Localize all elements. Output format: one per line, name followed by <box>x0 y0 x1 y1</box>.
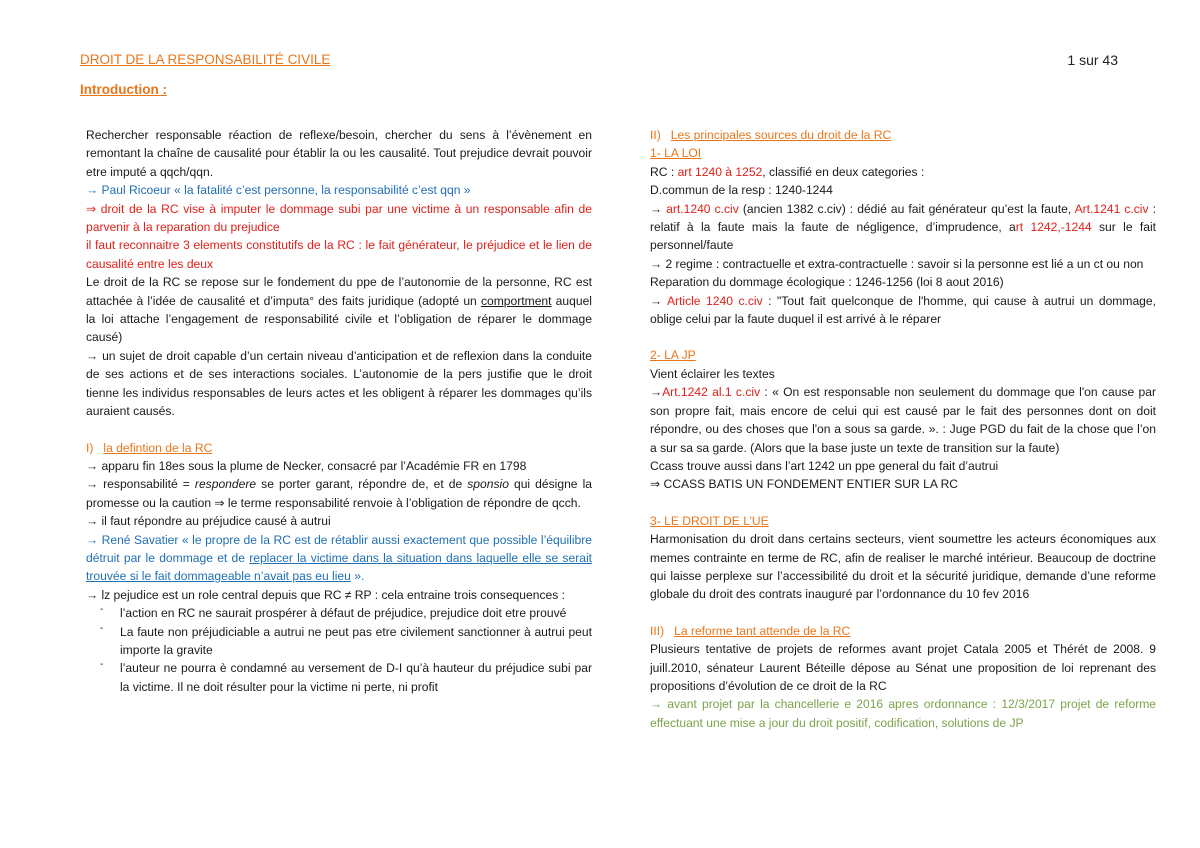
subsection-loi: 1- LA LOI <box>650 146 702 161</box>
reform-project-line: → avant projet par la chancellerie e 2016 apres ordonnance : 12/3/2017 projet de reforme effectuant une mise a jour du droit positif, codification, solutions de JP <box>650 697 1156 730</box>
subsection-jp: 2- LA JP <box>650 348 696 363</box>
subject-paragraph: → un sujet de droit capable d’un certain niveau d’anticipation et de reflexion dans la conduite de ses actions et de ses interactions sociales. L’autonomie de la pers justifie que le droit tienne les individus responsables de leurs actes et les obligent à réparer les dommages qu’ils auraient causés. <box>86 348 592 419</box>
page-number: 1 sur 43 <box>1067 52 1118 68</box>
necker-line: → apparu fin 18es sous la plume de Necker, consacré par l’Académie FR en 1798 <box>86 458 527 473</box>
list-item: - l’auteur ne pourra è condamné au versement de D-I qu’à hauteur du préjudice subi par la victime. Il ne doit résulter pour la victime ni perte, ni profit <box>112 659 592 696</box>
consequences-list <box>86 604 592 696</box>
list-item: - La faute non préjudiciable a autrui ne peut pas etre civilement sanctionner à autrui peut importe la gravite <box>112 623 592 660</box>
prejudice-line: → lz pejudice est un role central depuis que RC ≠ RP : cela entraine trois consequences : <box>86 587 566 602</box>
jp-line-3: Ccass trouve aussi dans l’art 1242 un ppe general du fait d’autrui <box>650 458 999 473</box>
loi-line-4: → 2 regime : contractuelle et extra-contractuelle : savoir si la personne est lié a un ct ou non <box>650 256 1144 271</box>
repair-line: → il faut répondre au préjudice causé à autrui <box>86 514 331 529</box>
ue-paragraph: Harmonisation du droit dans certains secteurs, vient soumettre les acteurs économiques aux memes contrainte en terme de RC, afin de realiser le marché intérieur. Beaucoup de doctrine qui laisse perplexe sur l’accessibilité du droit et la sécurité juridique, demande d’une reforme globale du droit des contrats inauguré par l’ordonnance du 10 fev 2016 <box>650 532 1156 602</box>
section-1-heading: I) la defintion de la RC <box>86 440 213 455</box>
section-3-heading: III) La reforme tant attende de la RC <box>650 623 851 638</box>
intro-paragraph: Rechercher responsable réaction de reflexe/besoin, chercher du sens à l’évènement en remontant la chaîne de causalité pour établir la ou les causalité. Tout prejudice devrait pouvoir etre imputé a qqch/qqn. <box>86 128 592 179</box>
etymology-line: → responsabilité = respondere se porter garant, répondre de, et de sponsio qui désigne la promesse ou la caution ⇒ le terme responsabilité renvoie à l’obligation de répondre de qcch. <box>86 477 592 510</box>
section-2-heading: II) Les principales sources du droit de la RC <box>650 128 892 142</box>
left-column <box>86 126 592 696</box>
loi-line-2: D.commun de la resp : 1240-1244 <box>650 183 833 198</box>
reform-paragraph: Plusieurs tentative de projets de reformes avant projet Catala 2005 et Thérét de 2008. 9 juill.2010, sénateur Laurent Béteille dépose au Sénat une proposition de loi reprenant des propositions d’évolution de ce droit de la RC <box>650 642 1156 693</box>
autonomy-paragraph: Le droit de la RC se repose sur le fondement du ppe de l’autonomie de la personne, RC est attachée à l’idée de causalité et d’imputa° des faits juridique (adopté un comportment auquel la loi attache l’engagement de responsabilité civile et l’obligation de réparer le dommage causé) <box>86 275 592 345</box>
loi-line-5: Reparation du dommage écologique : 1246-1256 (loi 8 aout 2016) <box>650 275 1004 290</box>
savatier-quote: → René Savatier « le propre de la RC est de rétablir aussi exactement que possible l’équilibre détruit par le dommage et de replacer la victime dans la situation dans laquelle elle se serait trouvée si le fait dommageable n’avait pas eu lieu ». <box>86 532 592 584</box>
ricoeur-quote: → Paul Ricoeur « la fatalité c’est personne, la responsabilité c’est qqn » <box>86 183 471 198</box>
loi-line-1: RC : art 1240 à 1252, classifié en deux categories : <box>650 164 925 179</box>
document-title: DROIT DE LA RESPONSABILITÉ CIVILE <box>80 52 331 67</box>
rc-purpose: ⇒ droit de la RC vise à imputer le dommage subi par une victime à un responsable afin de parvenir à la reparation du prejudice <box>86 201 592 235</box>
jp-line-1: Vient éclairer les textes <box>650 366 775 381</box>
jp-line-2: →Art.1242 al.1 c.civ : « On est responsable non seulement du dommage que l'on cause par son propre fait, mais encore de celui qui est causé par le fait des personnes dont on doit répondre, ou des choses que l'on a sous sa garde. ». : Juge PGD du fait de la chose que l’on a sur sa sa garde. (Alors que la base juste un texte de transition sur la faute) <box>650 385 1156 455</box>
introduction-heading: Introduction : <box>80 82 167 97</box>
list-item: - l’action en RC ne saurait prospérer à défaut de préjudice, prejudice doit etre prouvé <box>112 604 592 622</box>
right-column <box>650 126 1156 732</box>
three-elements: il faut reconnaitre 3 elements constitutifs de la RC : le fait générateur, le préjudice et le lien de causalité entre les deux <box>86 238 592 271</box>
jp-line-4: ⇒ CCASS BATIS UN FONDEMENT ENTIER SUR LA RC <box>650 477 959 492</box>
subsection-ue: 3- LE DROIT DE L’UE <box>650 513 769 528</box>
loi-line-3: → art.1240 c.civ (ancien 1382 c.civ) : dédié au fait générateur qu’est la faute, Art.1241 c.civ : relatif à la faute mais la faute de négligence, d’imprudence, art 1242,-1244 sur le fait personnel/faute <box>650 201 1157 253</box>
loi-line-6: → Article 1240 c.civ : "Tout fait quelconque de l'homme, qui cause à autrui un dommage, oblige celui par la faute duquel il est arrivé à le réparer <box>650 293 1156 327</box>
